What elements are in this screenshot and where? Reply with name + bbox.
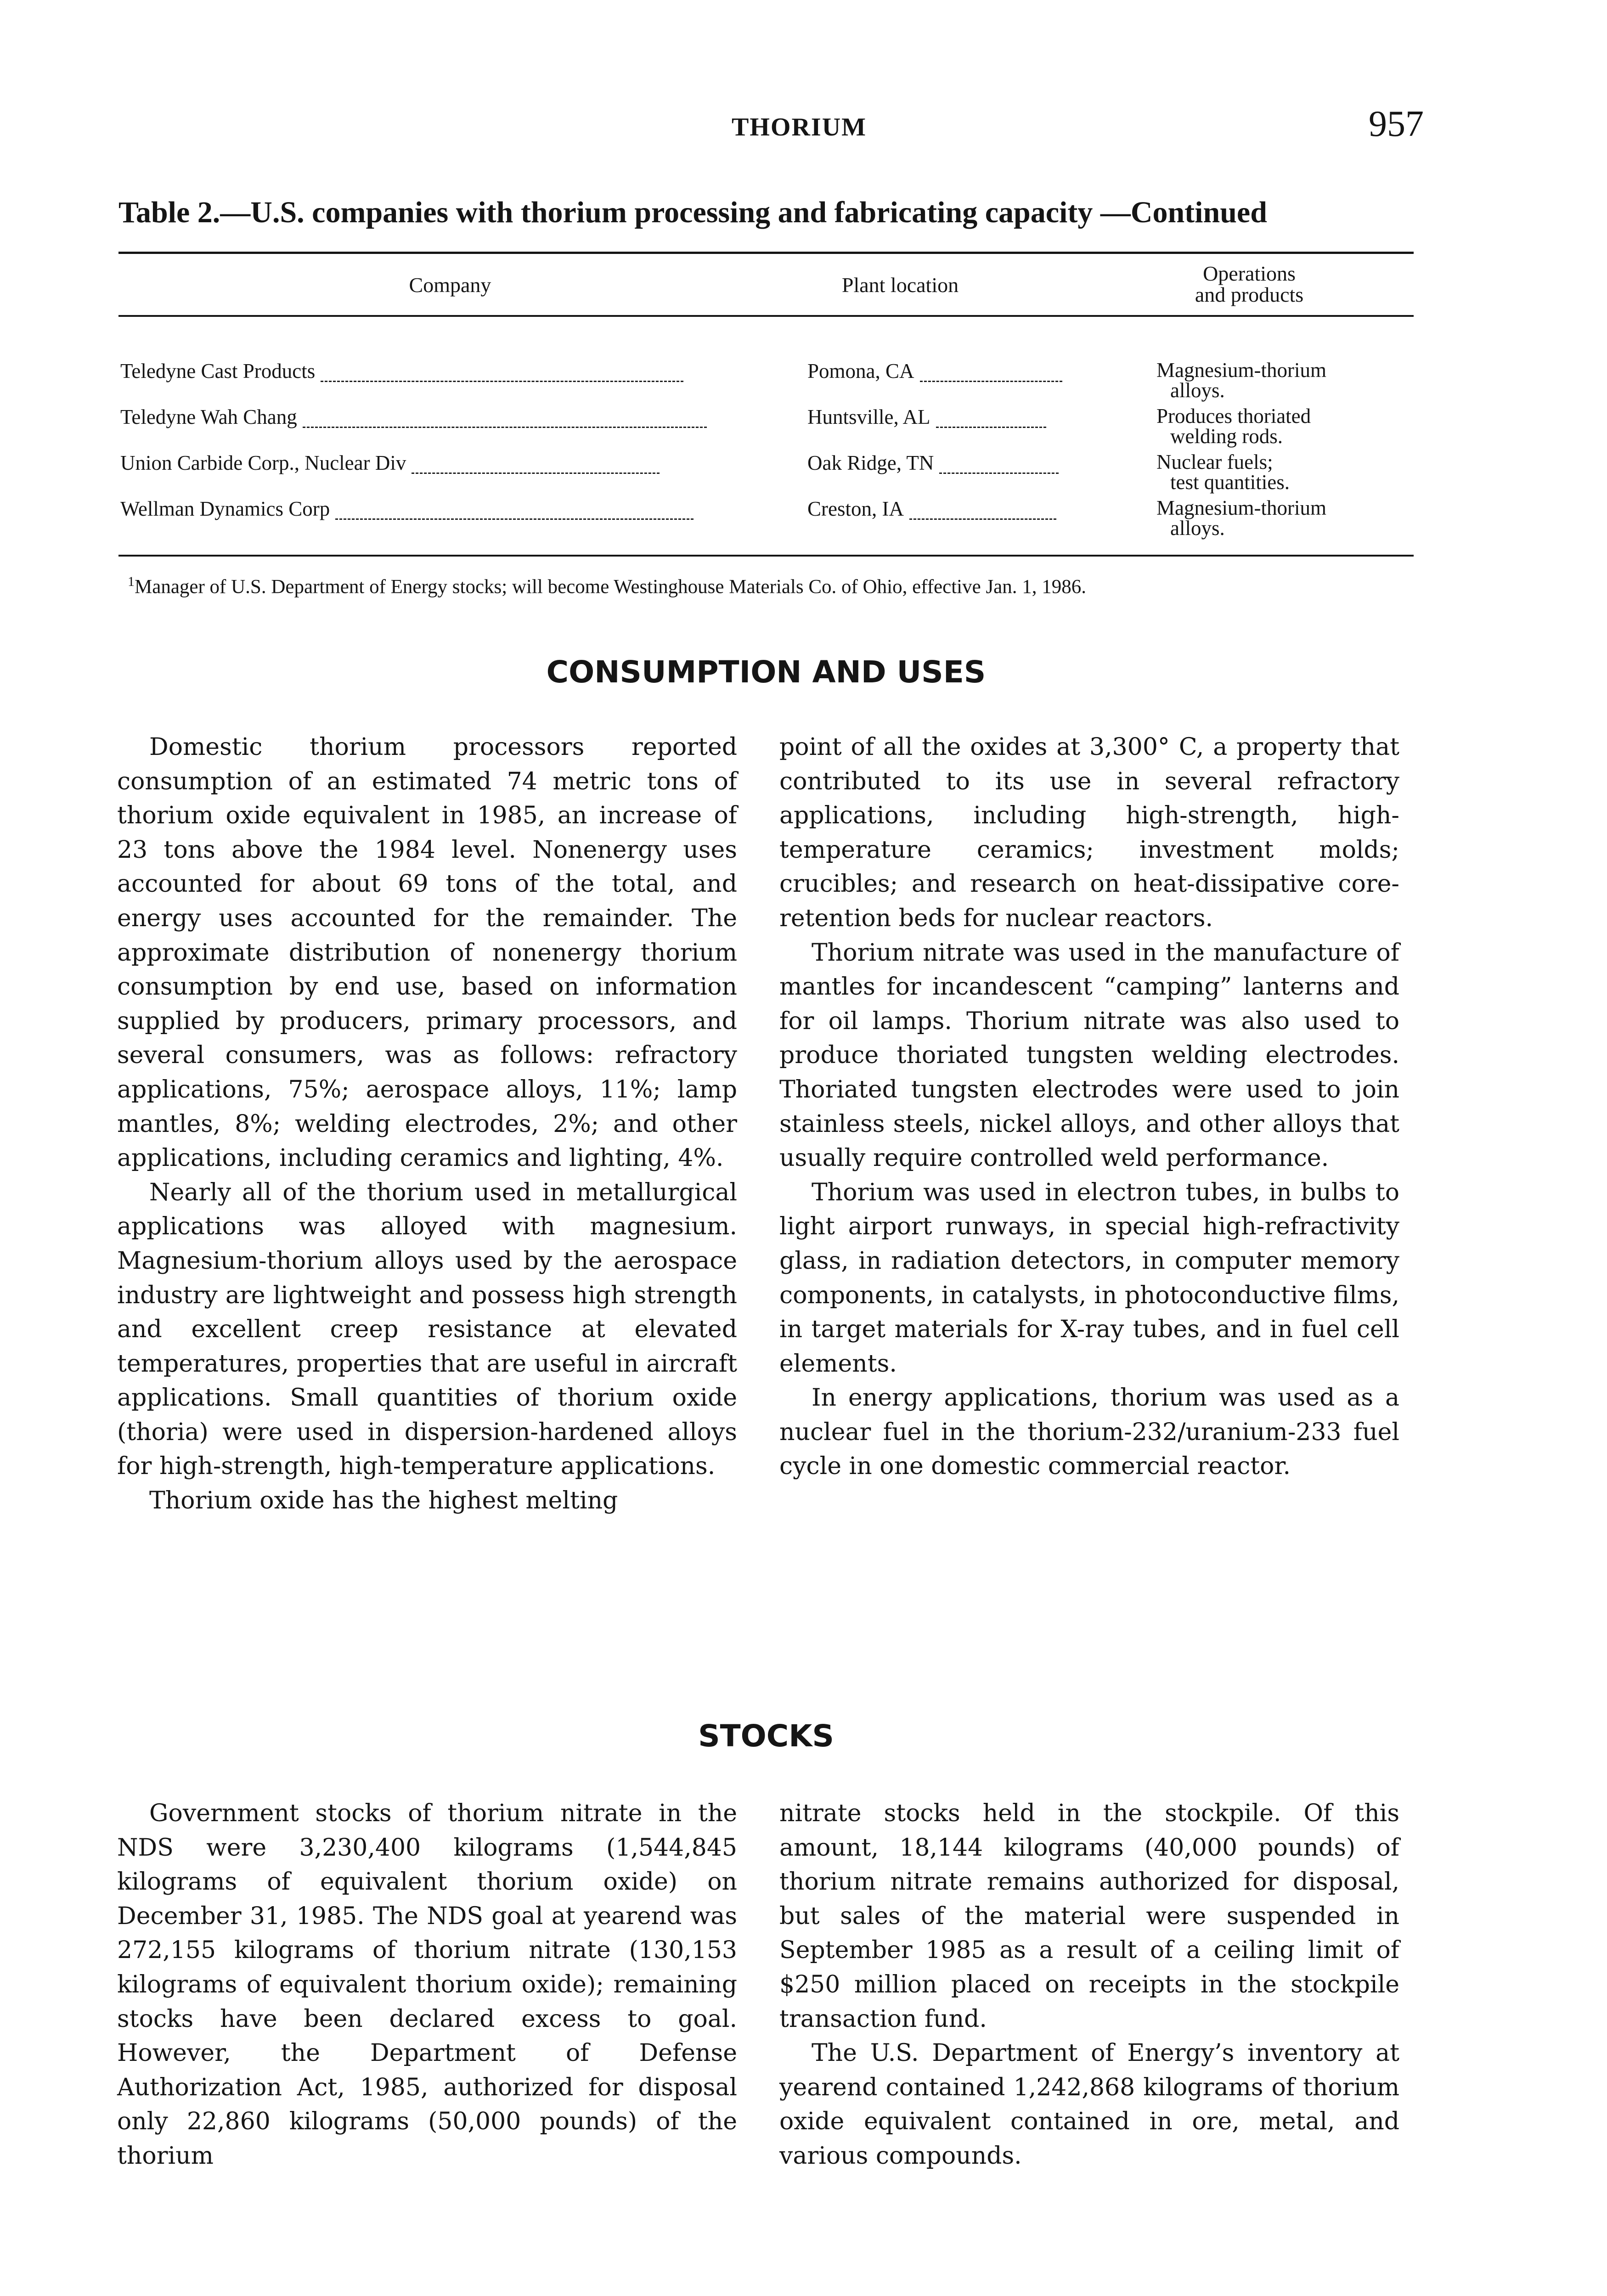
paragraph-continued: nitrate stocks held in the stockpile. Of this amount, 18,144 kilograms (40,000 pounds) of thorium nitrate remains authorized for disposal, but sales of the material were suspended in September 1985 as a result of a ceiling limit of $250 million placed on receipts in the stockpile transaction fund. xyxy=(779,1800,1399,2033)
leader-dots xyxy=(412,459,660,474)
plant-location-text: Oak Ridge, TN xyxy=(807,451,934,474)
table-footnote xyxy=(128,574,1423,598)
paragraph: Domestic thorium processors reported consumption of an estimated 74 metric tons of thorium oxide equivalent in 1985, an increase of 23 tons above the 1984 level. Nonenergy uses accounted for about 69 tons of the total, and energy uses accounted for the remainder. The approximate distribution of nonenergy thorium consumption by end use, based on information supplied by producers, primary processors, and several consumers, was as follows: refractory applications, 75%; aerospace alloys, 11%; lamp mantles, 8%; welding electrodes, 2%; and other applications, including ceramics and lighting, 4%. xyxy=(117,733,737,1172)
operations-cell xyxy=(1156,498,1432,538)
section-heading-consumption: CONSUMPTION AND USES xyxy=(546,654,986,690)
column-header-company: Company xyxy=(409,273,491,297)
table-top-rule xyxy=(118,252,1414,254)
table-row xyxy=(120,498,694,520)
table-bottom-rule xyxy=(118,555,1414,557)
leader-dots xyxy=(303,413,707,428)
plant-location xyxy=(807,498,1056,520)
plant-location xyxy=(807,406,1046,428)
operations-line2: welding rods. xyxy=(1170,425,1283,448)
plant-location xyxy=(807,452,1059,474)
operations-cell xyxy=(1156,360,1432,400)
leader-dots xyxy=(936,413,1046,428)
leader-dots xyxy=(939,459,1059,474)
paragraph: Nearly all of the thorium used in metallurgical applications was alloyed with magnesium. Magnesium-thorium alloys used by the aerospace industry are lightweight and possess high strength and excellent creep resistance at elevated temperatures, properties that are useful in aircraft applications. Small quantities of thorium oxide (thoria) were used in dispersion-hardened alloys for high-strength, high-temperature applications. xyxy=(117,1178,737,1480)
stocks-right-column xyxy=(779,1796,1399,2173)
leader-dots xyxy=(335,505,694,520)
paragraph: Thorium was used in electron tubes, in bulbs to light airport runways, in special high-refractivity glass, in radiation detectors, in computer memory components, in catalysts, in photoconductive films, in target materials for X-ray tubes, and in fuel cell elements. xyxy=(779,1178,1399,1378)
table-row xyxy=(120,360,683,382)
paragraph: Government stocks of thorium nitrate in the NDS were 3,230,400 kilograms (1,544,845 kilograms of equivalent thorium oxide) on December 31, 1985. The NDS goal at yearend was 272,155 kilograms of thorium nitrate (130,153 kilograms of equivalent thorium oxide); remaining stocks have been declared excess to goal. However, the Department of Defense Authorization Act, 1985, authorized for disposal only 22,860 kilograms (50,000 pounds) of the thorium xyxy=(117,1800,737,2170)
paragraph: The U.S. Department of Energy’s inventory at yearend contained 1,242,868 kilograms of thorium oxide equivalent contained in ore, metal, and various compounds. xyxy=(779,2039,1399,2170)
operations-cell xyxy=(1156,452,1432,492)
company-name: Wellman Dynamics Corp xyxy=(120,497,330,520)
page-number: 957 xyxy=(1369,104,1424,144)
operations-line2: test quantities. xyxy=(1170,471,1290,494)
company-name: Teledyne Cast Products xyxy=(120,360,316,383)
leader-dots xyxy=(321,367,683,382)
plant-location-text: Huntsville, AL xyxy=(807,405,930,428)
plant-location-text: Creston, IA xyxy=(807,497,904,520)
table-caption: Table 2.—U.S. companies with thorium processing and fabricating capacity —Continued xyxy=(118,196,1267,229)
leader-dots xyxy=(909,505,1056,520)
consumption-right-column xyxy=(779,730,1399,1484)
operations-line1: Nuclear fuels; xyxy=(1156,450,1273,473)
footnote-marker: 1 xyxy=(128,574,135,589)
operations-cell xyxy=(1156,406,1432,446)
plant-location xyxy=(807,360,1062,382)
section-heading-stocks: STOCKS xyxy=(698,1718,834,1754)
running-title: THORIUM xyxy=(732,113,867,141)
paragraph: In energy applications, thorium was used as a nuclear fuel in the thorium-232/uranium-233 fuel cycle in one domestic commercial reactor. xyxy=(779,1384,1399,1480)
table-header-rule xyxy=(118,315,1414,317)
stocks-left-column xyxy=(117,1796,737,2173)
operations-line2: alloys. xyxy=(1170,379,1225,402)
table-row xyxy=(120,452,660,474)
company-name: Union Carbide Corp., Nuclear Div xyxy=(120,451,406,474)
column-header-operations-line1: Operations xyxy=(1203,262,1296,285)
operations-line1: Produces thoriated xyxy=(1156,405,1311,428)
footnote-text: Manager of U.S. Department of Energy stocks; will become Westinghouse Materials Co. of Ohio, effective Jan. 1, 1986. xyxy=(135,576,1087,598)
column-header-operations-line2: and products xyxy=(1195,283,1304,306)
leader-dots xyxy=(920,367,1062,382)
operations-line1: Magnesium-thorium xyxy=(1156,359,1326,382)
consumption-left-column xyxy=(117,730,737,1518)
column-header-plant-location: Plant location xyxy=(841,273,959,297)
table-row xyxy=(120,406,707,428)
plant-location-text: Pomona, CA xyxy=(807,360,914,383)
paragraph: Thorium oxide has the highest melting xyxy=(149,1487,618,1515)
company-name: Teledyne Wah Chang xyxy=(120,405,297,428)
paragraph-continued: point of all the oxides at 3,300° C, a property that contributed to its use in several refractory applications, including high-strength, high-temperature ceramics; investment molds; crucibles; and research on heat-dissipative core-retention beds for nuclear reactors. xyxy=(779,733,1399,932)
operations-line2: alloys. xyxy=(1170,517,1225,540)
column-header-operations xyxy=(1148,263,1350,305)
paragraph: Thorium nitrate was used in the manufacture of mantles for incandescent “camping” lanterns and for oil lamps. Thorium nitrate was also used to produce thoriated tungsten welding electrodes. Thoriated tungsten electrodes were used to join stainless steels, nickel alloys, and other alloys that usually require controlled weld performance. xyxy=(779,939,1399,1172)
operations-line1: Magnesium-thorium xyxy=(1156,496,1326,519)
